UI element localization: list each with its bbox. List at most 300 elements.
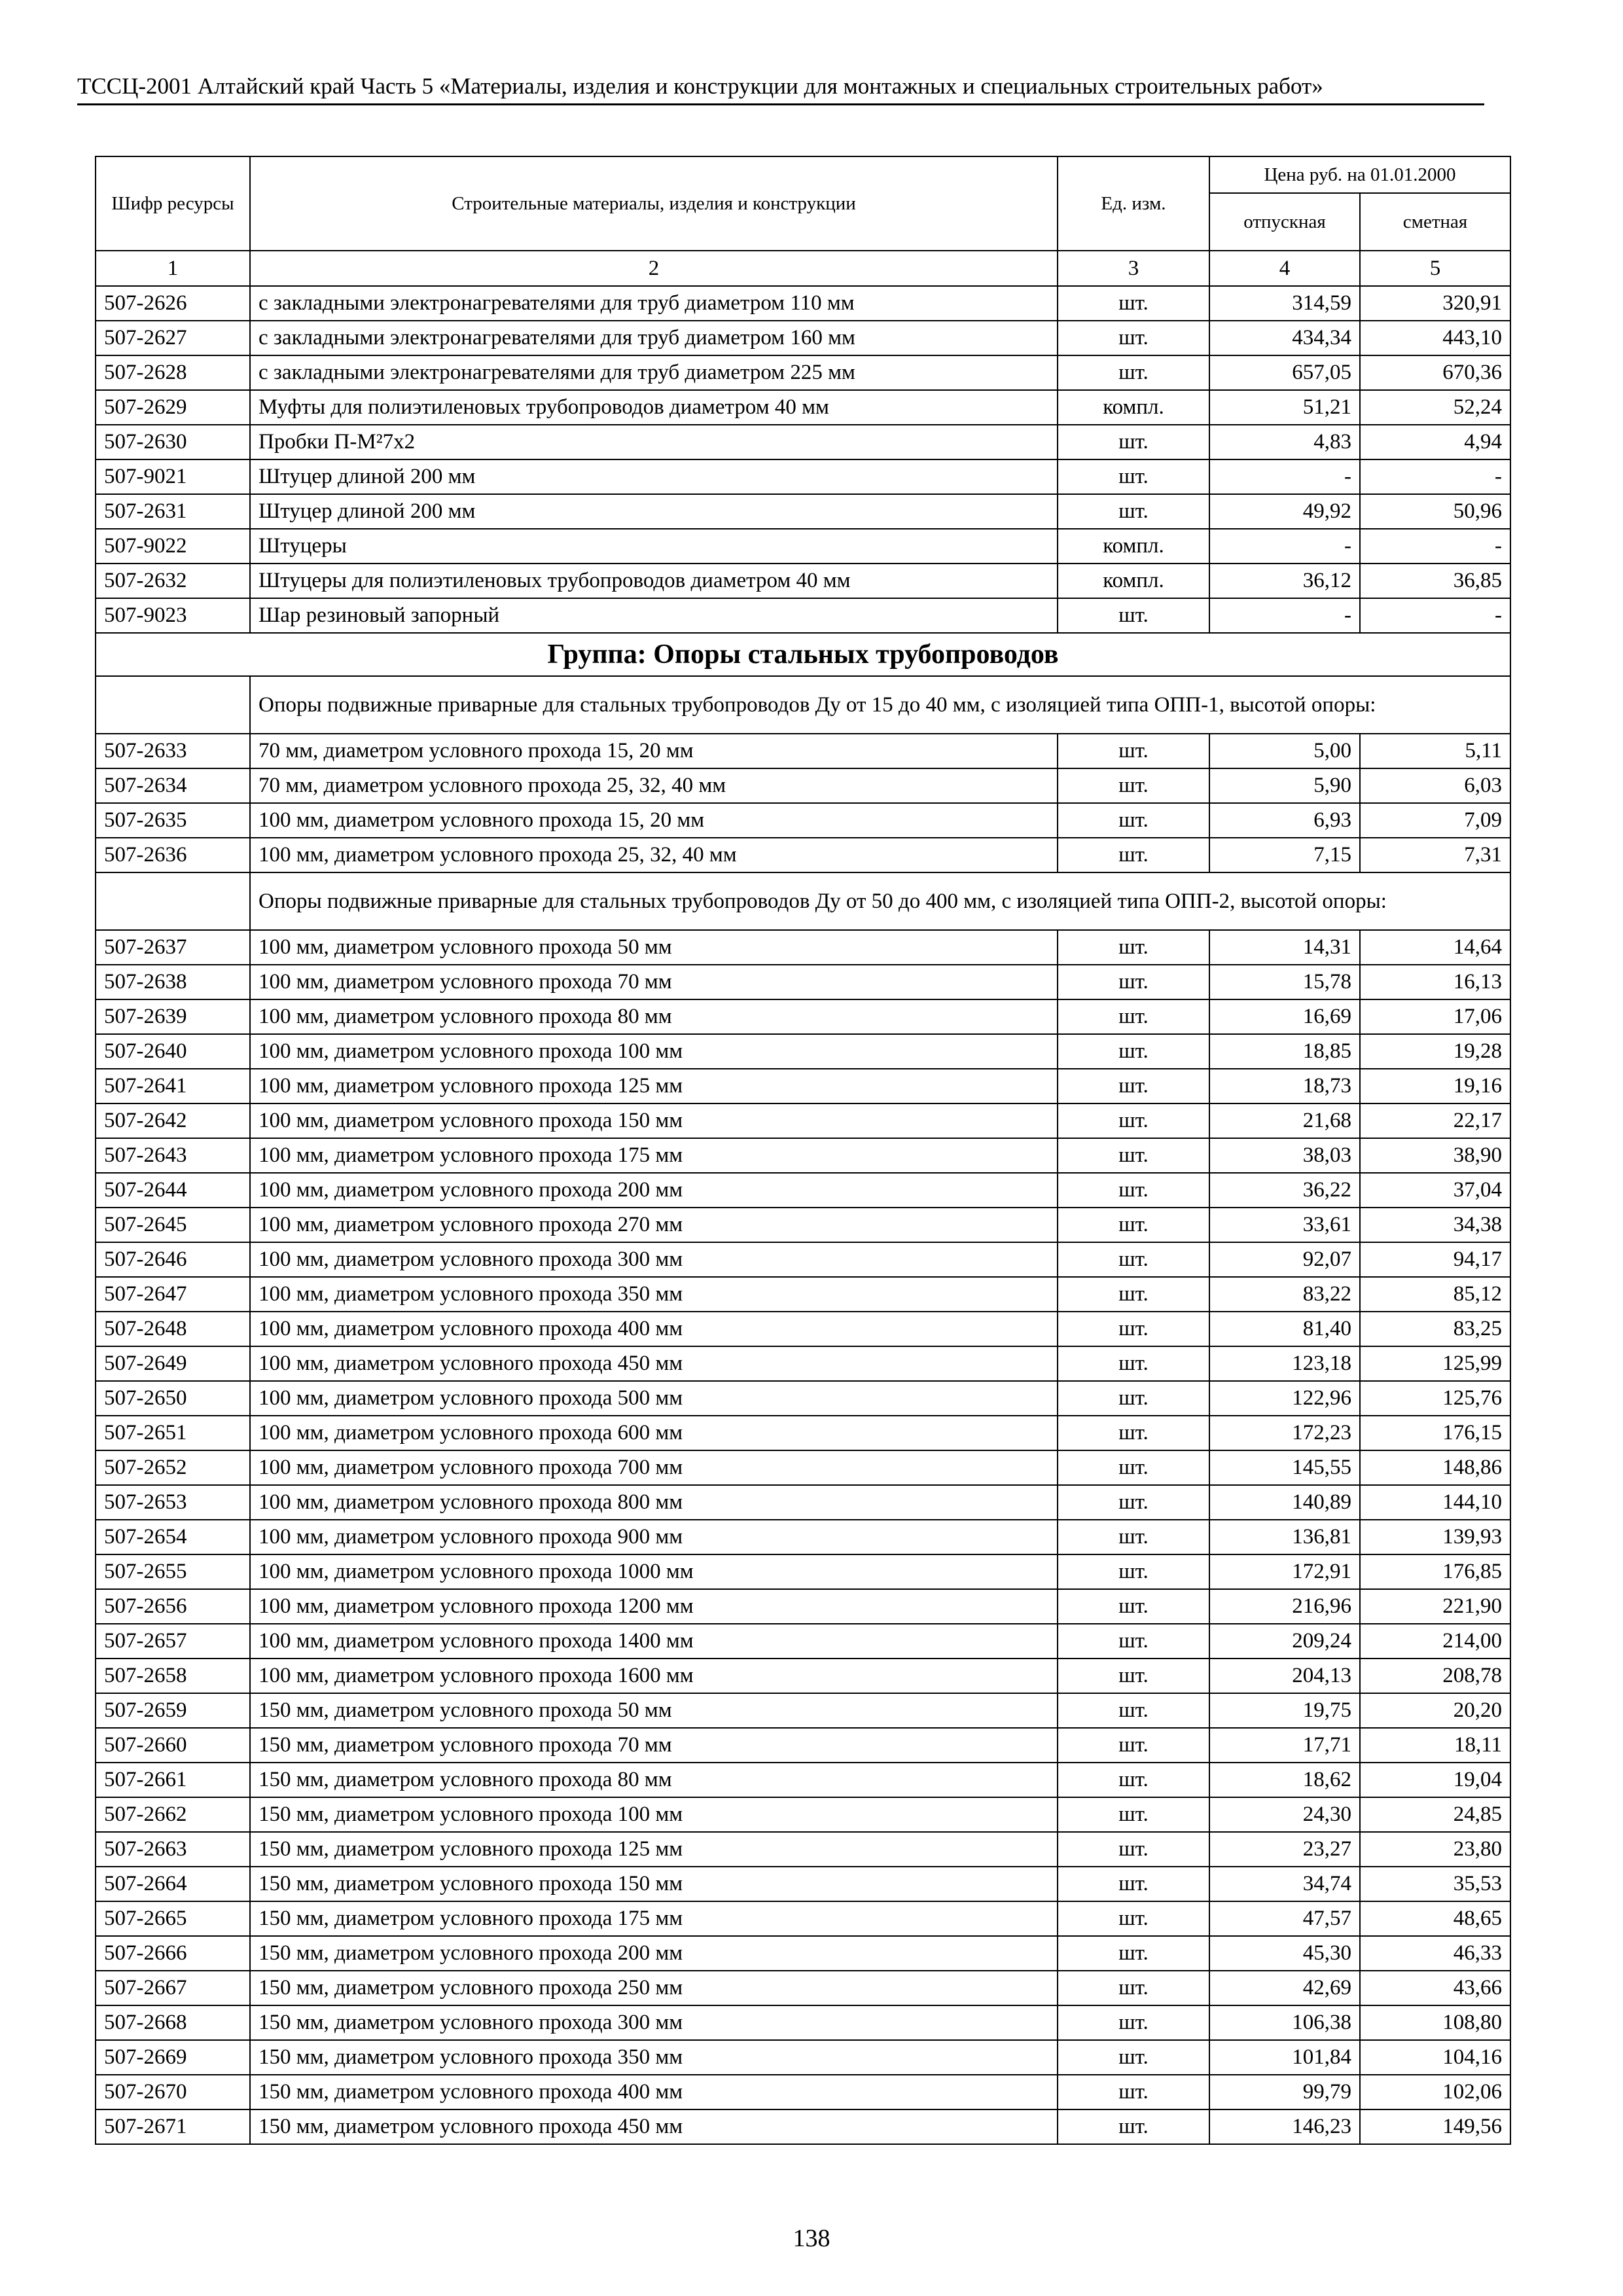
table-row xyxy=(96,1208,1510,1242)
release-price: 15,78 xyxy=(1209,965,1360,999)
unit-of-measure: шт. xyxy=(1058,598,1209,633)
unit-of-measure: шт. xyxy=(1058,1034,1209,1069)
price-table-body xyxy=(96,156,1510,2144)
material-name: 100 мм, диаметром условного прохода 350 мм xyxy=(250,1277,1058,1312)
estimate-price: 48,65 xyxy=(1360,1901,1510,1936)
estimate-price: 214,00 xyxy=(1360,1624,1510,1659)
resource-code: 507-2669 xyxy=(96,2040,250,2075)
release-price: 17,71 xyxy=(1209,1728,1360,1763)
resource-code: 507-2670 xyxy=(96,2075,250,2109)
table-row xyxy=(96,1693,1510,1728)
unit-of-measure: шт. xyxy=(1058,2075,1209,2109)
table-row xyxy=(96,1103,1510,1138)
unit-of-measure: шт. xyxy=(1058,1936,1209,1971)
unit-of-measure: компл. xyxy=(1058,390,1209,425)
estimate-price: 35,53 xyxy=(1360,1867,1510,1901)
resource-code: 507-2638 xyxy=(96,965,250,999)
resource-code: 507-2641 xyxy=(96,1069,250,1103)
release-price: - xyxy=(1209,598,1360,633)
release-price: - xyxy=(1209,459,1360,494)
estimate-price: 46,33 xyxy=(1360,1936,1510,1971)
resource-code: 507-2635 xyxy=(96,803,250,838)
estimate-price: 36,85 xyxy=(1360,564,1510,598)
unit-of-measure: шт. xyxy=(1058,1346,1209,1381)
table-row xyxy=(96,1763,1510,1797)
material-name: 100 мм, диаметром условного прохода 25, 32, 40 мм xyxy=(250,838,1058,872)
unit-of-measure: шт. xyxy=(1058,1381,1209,1416)
subgroup-description: Опоры подвижные приварные для стальных трубопроводов Ду от 15 до 40 мм, с изоляцией типа ОПП-1, высотой опоры: xyxy=(250,676,1510,734)
col-number: 4 xyxy=(1209,251,1360,286)
release-price: 83,22 xyxy=(1209,1277,1360,1312)
resource-code: 507-2650 xyxy=(96,1381,250,1416)
resource-code: 507-2660 xyxy=(96,1728,250,1763)
table-row xyxy=(96,321,1510,355)
material-name: 100 мм, диаметром условного прохода 400 мм xyxy=(250,1312,1058,1346)
material-name: Муфты для полиэтиленовых трубопроводов диаметром 40 мм xyxy=(250,390,1058,425)
estimate-price: 94,17 xyxy=(1360,1242,1510,1277)
unit-of-measure: шт. xyxy=(1058,999,1209,1034)
release-price: 16,69 xyxy=(1209,999,1360,1034)
unit-of-measure: шт. xyxy=(1058,1971,1209,2005)
table-row xyxy=(96,734,1510,768)
material-name: 100 мм, диаметром условного прохода 300 мм xyxy=(250,1242,1058,1277)
estimate-price: 443,10 xyxy=(1360,321,1510,355)
resource-code: 507-2644 xyxy=(96,1173,250,1208)
release-price: 14,31 xyxy=(1209,930,1360,965)
release-price: 204,13 xyxy=(1209,1659,1360,1693)
table-row xyxy=(96,1624,1510,1659)
estimate-price: 102,06 xyxy=(1360,2075,1510,2109)
material-name: с закладными электронагревателями для труб диаметром 225 мм xyxy=(250,355,1058,390)
estimate-price: 104,16 xyxy=(1360,2040,1510,2075)
unit-of-measure: шт. xyxy=(1058,1208,1209,1242)
resource-code: 507-2633 xyxy=(96,734,250,768)
unit-of-measure: шт. xyxy=(1058,1797,1209,1832)
material-name: 150 мм, диаметром условного прохода 70 мм xyxy=(250,1728,1058,1763)
table-row xyxy=(96,1520,1510,1554)
release-price: 81,40 xyxy=(1209,1312,1360,1346)
release-price: 49,92 xyxy=(1209,494,1360,529)
resource-code: 507-2645 xyxy=(96,1208,250,1242)
estimate-price: 139,93 xyxy=(1360,1520,1510,1554)
unit-of-measure: шт. xyxy=(1058,425,1209,459)
table-row xyxy=(96,1034,1510,1069)
empty-code-cell xyxy=(96,676,250,734)
table-row xyxy=(96,1971,1510,2005)
price-table xyxy=(95,156,1511,2145)
table-row xyxy=(96,768,1510,803)
unit-of-measure: шт. xyxy=(1058,1069,1209,1103)
estimate-price: 34,38 xyxy=(1360,1208,1510,1242)
table-row xyxy=(96,564,1510,598)
release-price: 51,21 xyxy=(1209,390,1360,425)
estimate-price: 19,28 xyxy=(1360,1034,1510,1069)
release-price: 34,74 xyxy=(1209,1867,1360,1901)
release-price: 92,07 xyxy=(1209,1242,1360,1277)
resource-code: 507-2652 xyxy=(96,1450,250,1485)
resource-code: 507-2664 xyxy=(96,1867,250,1901)
unit-of-measure: шт. xyxy=(1058,1450,1209,1485)
unit-of-measure: шт. xyxy=(1058,355,1209,390)
estimate-price: 148,86 xyxy=(1360,1450,1510,1485)
col-header-name: Строительные материалы, изделия и конструкции xyxy=(250,156,1058,251)
resource-code: 507-2654 xyxy=(96,1520,250,1554)
table-row xyxy=(96,1381,1510,1416)
table-row xyxy=(96,1138,1510,1173)
resource-code: 507-2626 xyxy=(96,286,250,321)
col-header-release-price: отпускная xyxy=(1209,193,1360,251)
release-price: 99,79 xyxy=(1209,2075,1360,2109)
table-row xyxy=(96,999,1510,1034)
table-row xyxy=(96,1589,1510,1624)
material-name: Штуцер длиной 200 мм xyxy=(250,459,1058,494)
resource-code: 507-2656 xyxy=(96,1589,250,1624)
material-name: 100 мм, диаметром условного прохода 70 мм xyxy=(250,965,1058,999)
estimate-price: 7,09 xyxy=(1360,803,1510,838)
resource-code: 507-2634 xyxy=(96,768,250,803)
estimate-price: 38,90 xyxy=(1360,1138,1510,1173)
resource-code: 507-2646 xyxy=(96,1242,250,1277)
resource-code: 507-2665 xyxy=(96,1901,250,1936)
material-name: 150 мм, диаметром условного прохода 350 мм xyxy=(250,2040,1058,2075)
resource-code: 507-9023 xyxy=(96,598,250,633)
estimate-price: 83,25 xyxy=(1360,1312,1510,1346)
release-price: 314,59 xyxy=(1209,286,1360,321)
estimate-price: 7,31 xyxy=(1360,838,1510,872)
unit-of-measure: шт. xyxy=(1058,1867,1209,1901)
table-row xyxy=(96,1416,1510,1450)
estimate-price: 50,96 xyxy=(1360,494,1510,529)
unit-of-measure: шт. xyxy=(1058,965,1209,999)
unit-of-measure: шт. xyxy=(1058,1659,1209,1693)
estimate-price: - xyxy=(1360,598,1510,633)
material-name: 100 мм, диаметром условного прохода 15, 20 мм xyxy=(250,803,1058,838)
material-name: 100 мм, диаметром условного прохода 50 мм xyxy=(250,930,1058,965)
unit-of-measure: шт. xyxy=(1058,2005,1209,2040)
release-price: 106,38 xyxy=(1209,2005,1360,2040)
resource-code: 507-2643 xyxy=(96,1138,250,1173)
resource-code: 507-2631 xyxy=(96,494,250,529)
estimate-price: 18,11 xyxy=(1360,1728,1510,1763)
empty-code-cell xyxy=(96,872,250,930)
resource-code: 507-2629 xyxy=(96,390,250,425)
material-name: Пробки П-М²7х2 xyxy=(250,425,1058,459)
col-number: 2 xyxy=(250,251,1058,286)
resource-code: 507-2662 xyxy=(96,1797,250,1832)
release-price: 18,73 xyxy=(1209,1069,1360,1103)
resource-code: 507-2642 xyxy=(96,1103,250,1138)
resource-code: 507-2671 xyxy=(96,2109,250,2144)
resource-code: 507-2637 xyxy=(96,930,250,965)
subgroup-description: Опоры подвижные приварные для стальных трубопроводов Ду от 50 до 400 мм, с изоляцией типа ОПП-2, высотой опоры: xyxy=(250,872,1510,930)
unit-of-measure: шт. xyxy=(1058,1485,1209,1520)
unit-of-measure: шт. xyxy=(1058,1693,1209,1728)
release-price: 36,12 xyxy=(1209,564,1360,598)
table-row xyxy=(96,1450,1510,1485)
material-name: 150 мм, диаметром условного прохода 175 мм xyxy=(250,1901,1058,1936)
unit-of-measure: шт. xyxy=(1058,286,1209,321)
resource-code: 507-2648 xyxy=(96,1312,250,1346)
table-row xyxy=(96,1312,1510,1346)
material-name: 100 мм, диаметром условного прохода 600 мм xyxy=(250,1416,1058,1450)
resource-code: 507-2666 xyxy=(96,1936,250,1971)
estimate-price: 16,13 xyxy=(1360,965,1510,999)
release-price: 18,62 xyxy=(1209,1763,1360,1797)
resource-code: 507-2667 xyxy=(96,1971,250,2005)
resource-code: 507-2659 xyxy=(96,1693,250,1728)
material-name: 100 мм, диаметром условного прохода 80 мм xyxy=(250,999,1058,1034)
unit-of-measure: шт. xyxy=(1058,321,1209,355)
col-header-code: Шифр ресурсы xyxy=(96,156,250,251)
unit-of-measure: шт. xyxy=(1058,2109,1209,2144)
material-name: Шар резиновый запорный xyxy=(250,598,1058,633)
estimate-price: 176,15 xyxy=(1360,1416,1510,1450)
release-price: 123,18 xyxy=(1209,1346,1360,1381)
unit-of-measure: шт. xyxy=(1058,1589,1209,1624)
col-number: 3 xyxy=(1058,251,1209,286)
release-price: 145,55 xyxy=(1209,1450,1360,1485)
release-price: 19,75 xyxy=(1209,1693,1360,1728)
table-row xyxy=(96,1069,1510,1103)
col-number: 1 xyxy=(96,251,250,286)
material-name: Штуцер длиной 200 мм xyxy=(250,494,1058,529)
material-name: 150 мм, диаметром условного прохода 450 мм xyxy=(250,2109,1058,2144)
table-row xyxy=(96,529,1510,564)
estimate-price: 320,91 xyxy=(1360,286,1510,321)
unit-of-measure: шт. xyxy=(1058,803,1209,838)
release-price: - xyxy=(1209,529,1360,564)
material-name: с закладными электронагревателями для труб диаметром 160 мм xyxy=(250,321,1058,355)
table-row xyxy=(96,459,1510,494)
table-row xyxy=(96,930,1510,965)
resource-code: 507-9021 xyxy=(96,459,250,494)
release-price: 146,23 xyxy=(1209,2109,1360,2144)
resource-code: 507-9022 xyxy=(96,529,250,564)
resource-code: 507-2657 xyxy=(96,1624,250,1659)
estimate-price: 52,24 xyxy=(1360,390,1510,425)
unit-of-measure: компл. xyxy=(1058,564,1209,598)
col-number: 5 xyxy=(1360,251,1510,286)
unit-of-measure: шт. xyxy=(1058,1763,1209,1797)
unit-of-measure: шт. xyxy=(1058,1520,1209,1554)
estimate-price: - xyxy=(1360,459,1510,494)
estimate-price: 19,04 xyxy=(1360,1763,1510,1797)
unit-of-measure: шт. xyxy=(1058,1173,1209,1208)
material-name: 100 мм, диаметром условного прохода 500 мм xyxy=(250,1381,1058,1416)
material-name: 150 мм, диаметром условного прохода 150 мм xyxy=(250,1867,1058,1901)
material-name: 150 мм, диаметром условного прохода 80 мм xyxy=(250,1763,1058,1797)
estimate-price: 108,80 xyxy=(1360,2005,1510,2040)
table-row xyxy=(96,286,1510,321)
page-number: 138 xyxy=(793,2225,830,2252)
table-row xyxy=(96,1346,1510,1381)
estimate-price: 149,56 xyxy=(1360,2109,1510,2144)
resource-code: 507-2630 xyxy=(96,425,250,459)
release-price: 18,85 xyxy=(1209,1034,1360,1069)
unit-of-measure: шт. xyxy=(1058,1624,1209,1659)
table-row xyxy=(96,1797,1510,1832)
material-name: 100 мм, диаметром условного прохода 900 мм xyxy=(250,1520,1058,1554)
unit-of-measure: компл. xyxy=(1058,529,1209,564)
resource-code: 507-2655 xyxy=(96,1554,250,1589)
release-price: 33,61 xyxy=(1209,1208,1360,1242)
material-name: 70 мм, диаметром условного прохода 15, 20 мм xyxy=(250,734,1058,768)
material-name: 100 мм, диаметром условного прохода 700 мм xyxy=(250,1450,1058,1485)
unit-of-measure: шт. xyxy=(1058,459,1209,494)
material-name: 150 мм, диаметром условного прохода 200 мм xyxy=(250,1936,1058,1971)
unit-of-measure: шт. xyxy=(1058,1277,1209,1312)
unit-of-measure: шт. xyxy=(1058,494,1209,529)
table-row xyxy=(96,2040,1510,2075)
resource-code: 507-2649 xyxy=(96,1346,250,1381)
resource-code: 507-2640 xyxy=(96,1034,250,1069)
resource-code: 507-2627 xyxy=(96,321,250,355)
estimate-price: 22,17 xyxy=(1360,1103,1510,1138)
table-row xyxy=(96,1242,1510,1277)
table-row xyxy=(96,1728,1510,1763)
table-row xyxy=(96,355,1510,390)
unit-of-measure: шт. xyxy=(1058,1138,1209,1173)
resource-code: 507-2636 xyxy=(96,838,250,872)
material-name: 150 мм, диаметром условного прохода 100 мм xyxy=(250,1797,1058,1832)
table-row xyxy=(96,425,1510,459)
unit-of-measure: шт. xyxy=(1058,1832,1209,1867)
release-price: 42,69 xyxy=(1209,1971,1360,2005)
material-name: 150 мм, диаметром условного прохода 250 мм xyxy=(250,1971,1058,2005)
release-price: 5,90 xyxy=(1209,768,1360,803)
table-row xyxy=(96,1936,1510,1971)
estimate-price: 20,20 xyxy=(1360,1693,1510,1728)
estimate-price: 24,85 xyxy=(1360,1797,1510,1832)
resource-code: 507-2651 xyxy=(96,1416,250,1450)
table-row xyxy=(96,598,1510,633)
unit-of-measure: шт. xyxy=(1058,1901,1209,1936)
table-row xyxy=(96,1485,1510,1520)
estimate-price: 19,16 xyxy=(1360,1069,1510,1103)
unit-of-measure: шт. xyxy=(1058,1416,1209,1450)
resource-code: 507-2647 xyxy=(96,1277,250,1312)
table-row xyxy=(96,1901,1510,1936)
material-name: 100 мм, диаметром условного прохода 175 мм xyxy=(250,1138,1058,1173)
unit-of-measure: шт. xyxy=(1058,1554,1209,1589)
resource-code: 507-2661 xyxy=(96,1763,250,1797)
table-row xyxy=(96,494,1510,529)
material-name: с закладными электронагревателями для труб диаметром 110 мм xyxy=(250,286,1058,321)
unit-of-measure: шт. xyxy=(1058,734,1209,768)
estimate-price: 14,64 xyxy=(1360,930,1510,965)
unit-of-measure: шт. xyxy=(1058,768,1209,803)
unit-of-measure: шт. xyxy=(1058,1728,1209,1763)
resource-code: 507-2653 xyxy=(96,1485,250,1520)
release-price: 45,30 xyxy=(1209,1936,1360,1971)
material-name: Штуцеры для полиэтиленовых трубопроводов диаметром 40 мм xyxy=(250,564,1058,598)
release-price: 101,84 xyxy=(1209,2040,1360,2075)
material-name: 100 мм, диаметром условного прохода 200 мм xyxy=(250,1173,1058,1208)
material-name: 150 мм, диаметром условного прохода 50 мм xyxy=(250,1693,1058,1728)
table-row xyxy=(96,1832,1510,1867)
unit-of-measure: шт. xyxy=(1058,1312,1209,1346)
release-price: 209,24 xyxy=(1209,1624,1360,1659)
release-price: 122,96 xyxy=(1209,1381,1360,1416)
table-row xyxy=(96,1554,1510,1589)
table-row xyxy=(96,2109,1510,2144)
material-name: 100 мм, диаметром условного прохода 450 мм xyxy=(250,1346,1058,1381)
release-price: 24,30 xyxy=(1209,1797,1360,1832)
col-header-estimate-price: сметная xyxy=(1360,193,1510,251)
release-price: 36,22 xyxy=(1209,1173,1360,1208)
release-price: 6,93 xyxy=(1209,803,1360,838)
release-price: 23,27 xyxy=(1209,1832,1360,1867)
document-header: ТССЦ-2001 Алтайский край Часть 5 «Материалы, изделия и конструкции для монтажных и специальных строительных работ» xyxy=(77,72,1484,105)
unit-of-measure: шт. xyxy=(1058,1103,1209,1138)
unit-of-measure: шт. xyxy=(1058,838,1209,872)
material-name: 100 мм, диаметром условного прохода 1000 мм xyxy=(250,1554,1058,1589)
release-price: 4,83 xyxy=(1209,425,1360,459)
release-price: 140,89 xyxy=(1209,1485,1360,1520)
material-name: 100 мм, диаметром условного прохода 1400 мм xyxy=(250,1624,1058,1659)
unit-of-measure: шт. xyxy=(1058,2040,1209,2075)
release-price: 434,34 xyxy=(1209,321,1360,355)
estimate-price: 221,90 xyxy=(1360,1589,1510,1624)
estimate-price: 23,80 xyxy=(1360,1832,1510,1867)
estimate-price: - xyxy=(1360,529,1510,564)
estimate-price: 670,36 xyxy=(1360,355,1510,390)
material-name: Штуцеры xyxy=(250,529,1058,564)
material-name: 100 мм, диаметром условного прохода 1200 мм xyxy=(250,1589,1058,1624)
table-row xyxy=(96,965,1510,999)
release-price: 21,68 xyxy=(1209,1103,1360,1138)
estimate-price: 125,99 xyxy=(1360,1346,1510,1381)
estimate-price: 43,66 xyxy=(1360,1971,1510,2005)
release-price: 7,15 xyxy=(1209,838,1360,872)
estimate-price: 125,76 xyxy=(1360,1381,1510,1416)
material-name: 150 мм, диаметром условного прохода 300 мм xyxy=(250,2005,1058,2040)
estimate-price: 4,94 xyxy=(1360,425,1510,459)
unit-of-measure: шт. xyxy=(1058,930,1209,965)
material-name: 100 мм, диаметром условного прохода 100 мм xyxy=(250,1034,1058,1069)
resource-code: 507-2632 xyxy=(96,564,250,598)
release-price: 38,03 xyxy=(1209,1138,1360,1173)
release-price: 136,81 xyxy=(1209,1520,1360,1554)
col-header-unit: Ед. изм. xyxy=(1058,156,1209,251)
estimate-price: 85,12 xyxy=(1360,1277,1510,1312)
table-row xyxy=(96,1173,1510,1208)
estimate-price: 17,06 xyxy=(1360,999,1510,1034)
table-row xyxy=(96,803,1510,838)
resource-code: 507-2639 xyxy=(96,999,250,1034)
material-name: 150 мм, диаметром условного прохода 125 мм xyxy=(250,1832,1058,1867)
resource-code: 507-2668 xyxy=(96,2005,250,2040)
col-header-price: Цена руб. на 01.01.2000 xyxy=(1209,156,1510,193)
release-price: 172,23 xyxy=(1209,1416,1360,1450)
material-name: 100 мм, диаметром условного прохода 150 мм xyxy=(250,1103,1058,1138)
unit-of-measure: шт. xyxy=(1058,1242,1209,1277)
release-price: 5,00 xyxy=(1209,734,1360,768)
resource-code: 507-2663 xyxy=(96,1832,250,1867)
estimate-price: 37,04 xyxy=(1360,1173,1510,1208)
table-row xyxy=(96,1867,1510,1901)
estimate-price: 5,11 xyxy=(1360,734,1510,768)
table-row xyxy=(96,1659,1510,1693)
group-title: Группа: Опоры стальных трубопроводов xyxy=(96,633,1510,676)
release-price: 216,96 xyxy=(1209,1589,1360,1624)
material-name: 100 мм, диаметром условного прохода 800 мм xyxy=(250,1485,1058,1520)
material-name: 100 мм, диаметром условного прохода 270 мм xyxy=(250,1208,1058,1242)
resource-code: 507-2628 xyxy=(96,355,250,390)
release-price: 172,91 xyxy=(1209,1554,1360,1589)
estimate-price: 144,10 xyxy=(1360,1485,1510,1520)
table-row xyxy=(96,2075,1510,2109)
